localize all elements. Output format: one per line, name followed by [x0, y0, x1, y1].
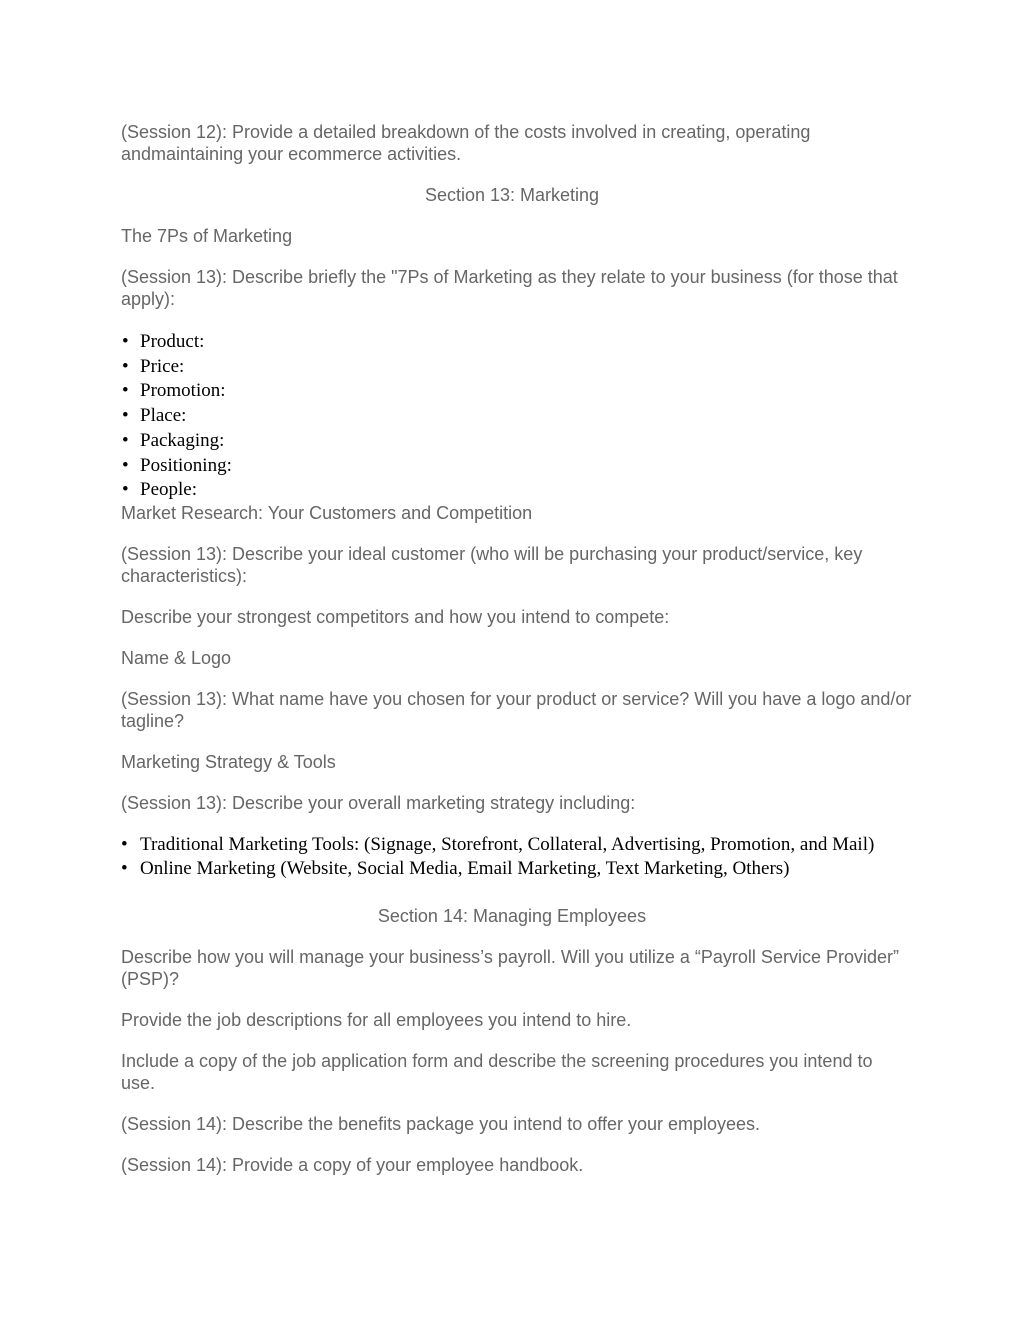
- list-item: • Positioning:: [121, 454, 911, 479]
- session13-strategy-prompt: (Session 13): Describe your overall marketing strategy including:: [121, 793, 636, 813]
- strategy-tools-list: [121, 833, 911, 880]
- list-item: • Product:: [121, 330, 911, 355]
- list-item: • People:: [121, 478, 911, 503]
- bullet-icon: •: [122, 405, 129, 427]
- job-descriptions-prompt: Provide the job descriptions for all employees you intend to hire.: [121, 1010, 632, 1030]
- session14-handbook-prompt: (Session 14): Provide a copy of your employee handbook.: [121, 1155, 584, 1175]
- bullet-icon: •: [122, 454, 129, 476]
- payroll-prompt: Describe how you will manage your business’s payroll. Will you utilize a “Payroll Service Provider” (PSP)?: [121, 947, 899, 989]
- list-item: • Price:: [121, 355, 911, 380]
- bullet-icon: •: [121, 857, 128, 879]
- session13-customer-prompt: (Session 13): Describe your ideal customer (who will be purchasing your product/service, key characteristics):: [121, 544, 863, 586]
- section13-heading: Section 13: Marketing: [424, 185, 600, 205]
- bullet-icon: •: [122, 429, 129, 451]
- session12-costs-prompt: (Session 12): Provide a detailed breakdown of the costs involved in creating, operating andmaintaining your ecommerce activities.: [121, 122, 811, 164]
- seven-ps-list: [121, 330, 911, 503]
- application-form-prompt: Include a copy of the job application form and describe the screening procedures you intend to use.: [121, 1051, 873, 1093]
- bullet-icon: •: [122, 380, 129, 402]
- session13-7ps-prompt: (Session 13): Describe briefly the "7Ps of Marketing as they relate to your business (for those that apply):: [121, 267, 898, 309]
- seven-ps-heading: The 7Ps of Marketing: [121, 226, 293, 246]
- name-logo-heading: Name & Logo: [121, 648, 232, 668]
- bullet-icon: •: [122, 355, 129, 377]
- list-item: • Promotion:: [121, 379, 911, 404]
- session13-name-prompt: (Session 13): What name have you chosen for your product or service? Will you have a logo and/or tagline?: [121, 689, 912, 731]
- bullet-icon: •: [122, 331, 129, 352]
- section14-heading: Section 14: Managing Employees: [377, 906, 647, 926]
- list-item: • Place:: [121, 404, 911, 429]
- strategy-heading: Marketing Strategy & Tools: [121, 752, 336, 772]
- session14-benefits-prompt: (Session 14): Describe the benefits package you intend to offer your employees.: [121, 1114, 761, 1134]
- bullet-icon: •: [122, 479, 129, 501]
- bullet-icon: •: [121, 834, 128, 855]
- list-item: • Online Marketing (Website, Social Media, Email Marketing, Text Marketing, Others): [121, 857, 790, 879]
- market-research-heading: Market Research: Your Customers and Competition: [121, 503, 533, 523]
- competitors-prompt: Describe your strongest competitors and how you intend to compete:: [121, 607, 670, 627]
- list-item: • Packaging:: [121, 429, 911, 454]
- list-item: • Traditional Marketing Tools: (Signage, Storefront, Collateral, Advertising, Promotion, and Mail): [121, 834, 875, 855]
